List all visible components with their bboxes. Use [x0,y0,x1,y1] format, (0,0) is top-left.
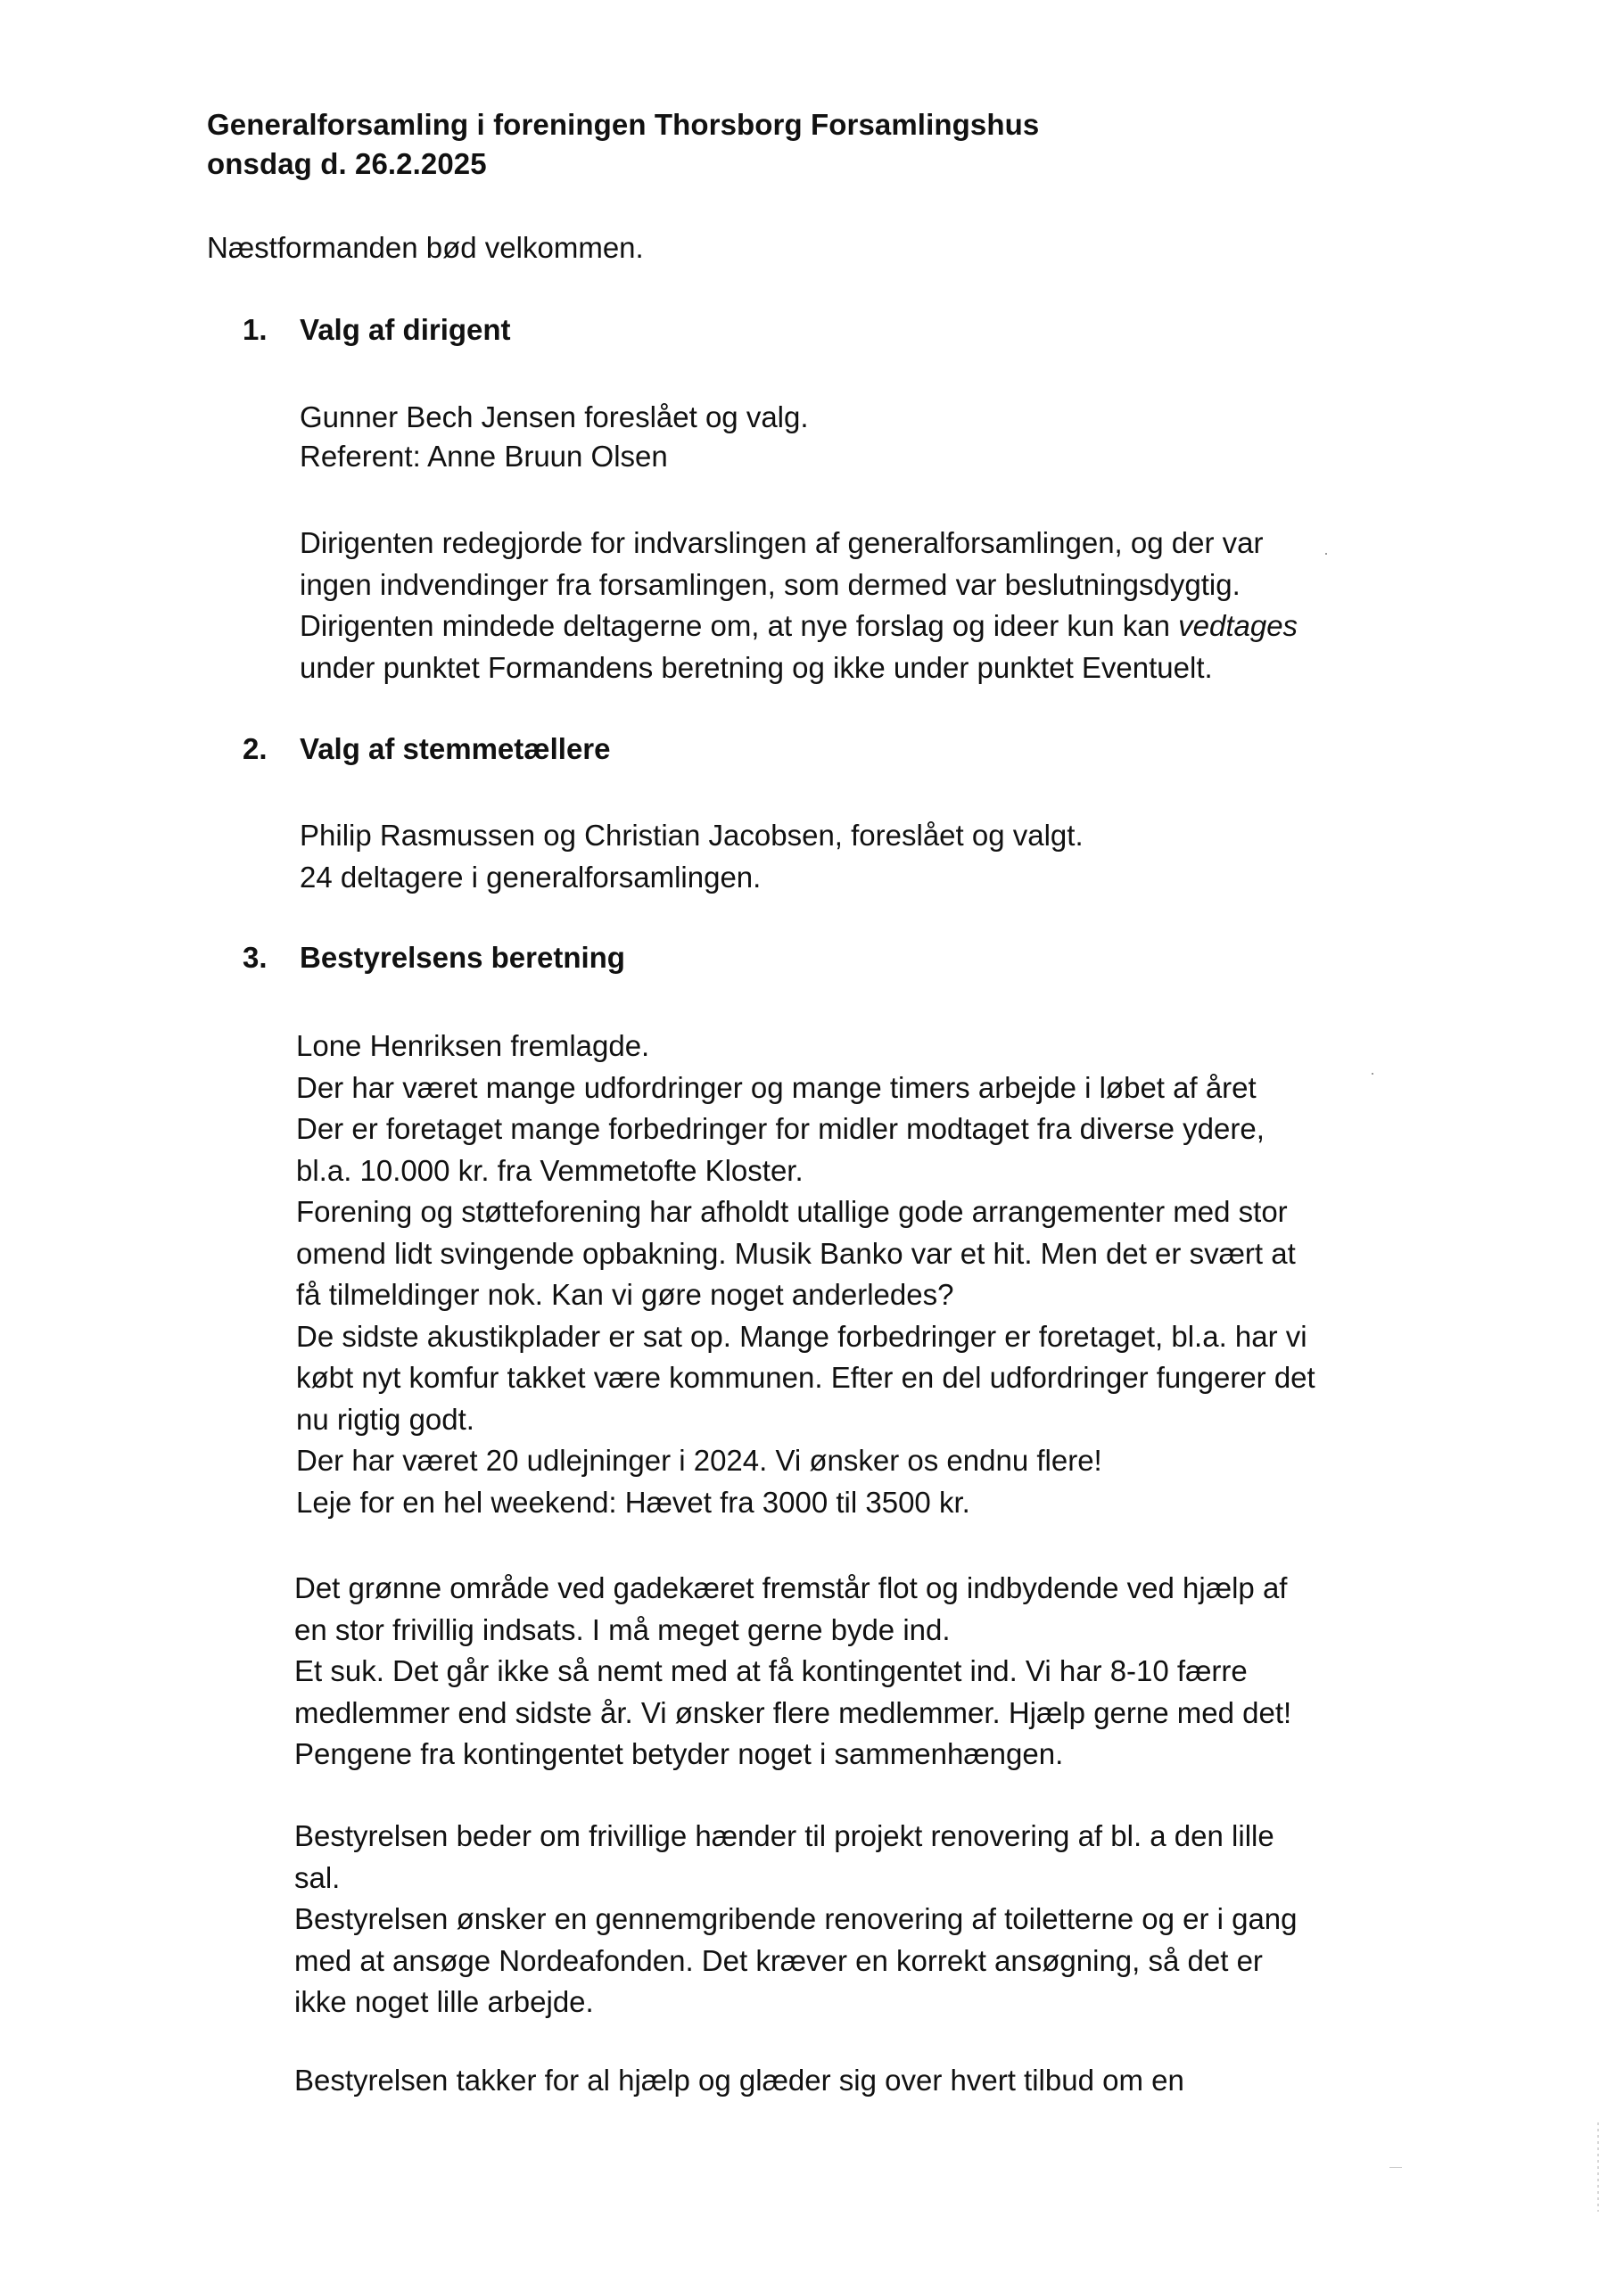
scan-edge-mark [1597,2122,1599,2212]
text-line: Bestyrelsen ønsker en gennemgribende renovering af toiletterne og er i gang [294,1902,1298,1935]
text-line: bl.a. 10.000 kr. fra Vemmetofte Kloster. [296,1153,804,1187]
section-title: Valg af stemmetællere [300,732,611,765]
section-2-paragraph-1 [300,815,1084,898]
text-line: omend lidt svingende opbakning. Musik Banko var et hit. Men det er svært at [296,1236,1296,1270]
text-line: Der har været mange udfordringer og mange timers arbejde i løbet af året [296,1070,1257,1104]
section-title: Bestyrelsens beretning [300,941,625,974]
section-1-paragraph-1 [300,398,809,476]
text-line: købt nyt komfur takket være kommunen. Efter en del udfordringer fungerer det [296,1361,1315,1394]
section-1-heading [243,310,511,350]
section-2-heading [243,729,611,769]
text-line: Dirigenten mindede deltagerne om, at nye forslag og ideer kun kan vedtages [300,609,1298,642]
section-3-paragraph-3 [294,1816,1298,2023]
text-line: nu rigtig godt. [296,1402,474,1436]
text-line: De sidste akustikplader er sat op. Mange forbedringer er foretaget, bl.a. har vi [296,1319,1307,1353]
italic-word: vedtages [1178,609,1298,642]
text-line: Leje for en hel weekend: Hævet fra 3000 til 3500 kr. [296,1485,970,1519]
section-1-paragraph-2 [300,523,1298,688]
text-line: Philip Rasmussen og Christian Jacobsen, foreslået og valgt. [300,819,1084,852]
section-number: 1. [243,313,268,346]
text-line: ingen indvendinger fra forsamlingen, som dermed var beslutningsdygtig. [300,567,1241,601]
text-line: Der er foretaget mange forbedringer for midler modtaget fra diverse ydere, [296,1112,1265,1145]
text-line: Dirigenten redegjorde for indvarslingen af generalforsamlingen, og der var [300,526,1264,559]
text-line: Pengene fra kontingentet betyder noget i sammenhængen. [294,1737,1064,1770]
title-line-1: Generalforsamling i foreningen Thorsborg Forsamlingshus [207,108,1040,141]
text-line: Bestyrelsen beder om frivillige hænder til projekt renovering af bl. a den lille [294,1819,1274,1852]
section-3-paragraph-4 [294,2060,1184,2102]
text-line: Der har været 20 udlejninger i 2024. Vi ønsker os endnu flere! [296,1444,1102,1477]
text-line: under punktet Formandens beretning og ikke under punktet Eventuelt. [300,650,1213,684]
scan-speck [1325,553,1327,555]
text-line: Det grønne område ved gadekæret fremstår flot og indbydende ved hjælp af [294,1571,1288,1604]
section-3-paragraph-2 [294,1568,1291,1776]
section-3-heading [243,938,625,977]
section-3-paragraph-1 [296,1026,1315,1523]
title-line-2-date: onsdag d. 26.2.2025 [207,147,487,180]
text-line: få tilmeldinger nok. Kan vi gøre noget anderledes? [296,1278,954,1311]
text-line: med at ansøge Nordeafonden. Det kræver en korrekt ansøgning, så det er [294,1943,1263,1977]
text-line: ikke noget lille arbejde. [294,1985,594,2018]
text-line: sal. [294,1860,341,1894]
scan-speck [1372,1073,1373,1075]
text-line: Referent: Anne Bruun Olsen [300,440,668,473]
text-line: Gunner Bech Jensen foreslået og valg. [300,400,809,433]
text-line: Forening og støtteforening har afholdt utallige gode arrangementer med stor [296,1195,1288,1228]
text-line: en stor frivillig indsats. I må meget gerne byde ind. [294,1612,951,1646]
document-title [207,105,1039,184]
text-line: Et suk. Det går ikke så nemt med at få kontingentet ind. Vi har 8-10 færre [294,1654,1248,1687]
welcome-text: Næstformanden bød velkommen. [207,231,644,264]
section-number: 3. [243,941,268,974]
text-line: 24 deltagere i generalforsamlingen. [300,860,762,894]
text-line: Lone Henriksen fremlagde. [296,1029,650,1062]
text-line: medlemmer end sidste år. Vi ønsker flere medlemmer. Hjælp gerne med det! [294,1695,1292,1729]
section-title: Valg af dirigent [300,313,511,346]
text-line: Bestyrelsen takker for al hjælp og glæder sig over hvert tilbud om en [294,2064,1184,2097]
scan-speck [1389,2167,1402,2168]
section-number: 2. [243,732,268,765]
